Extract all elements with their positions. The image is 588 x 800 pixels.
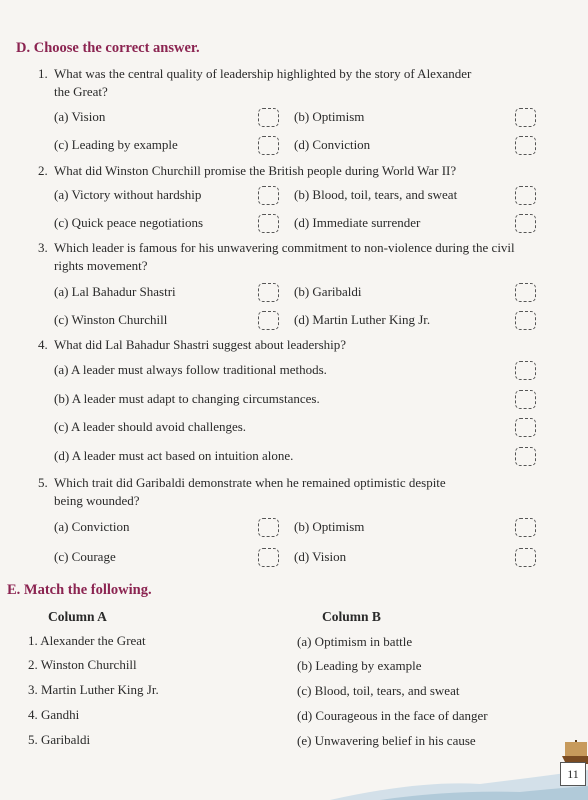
q1-answer-box-a[interactable] — [258, 108, 279, 127]
q5-answer-box-d[interactable] — [515, 548, 536, 567]
match-b-c: (c) Blood, toil, tears, and sweat — [297, 683, 460, 698]
q3-option-d: (d) Martin Luther King Jr. — [294, 312, 431, 327]
q5-option-a: (a) Conviction — [54, 519, 130, 534]
q4-answer-box-d[interactable] — [515, 447, 536, 466]
match-a-2: 2. Winston Churchill — [28, 657, 137, 672]
q2-option-d: (d) Immediate surrender — [294, 215, 421, 230]
match-b-d: (d) Courageous in the face of danger — [297, 708, 488, 723]
q4-option-d: (d) A leader must act based on intuition alone. — [54, 448, 294, 463]
q4-answer-box-c[interactable] — [515, 418, 536, 437]
q1-answer-box-b[interactable] — [515, 108, 536, 127]
q2-answer-box-d[interactable] — [515, 214, 536, 233]
q5-option-c: (c) Courage — [54, 549, 116, 564]
q4-answer-box-b[interactable] — [515, 390, 536, 409]
q2-answer-box-a[interactable] — [258, 186, 279, 205]
q5-option-b: (b) Optimism — [294, 519, 365, 534]
q1-answer-box-c[interactable] — [258, 136, 279, 155]
question-5-text: Which trait did Garibaldi demonstrate when he remained optimistic despite — [54, 475, 446, 490]
match-a-4: 4. Gandhi — [28, 707, 80, 722]
column-a-heading: Column A — [48, 609, 107, 624]
question-3-text: Which leader is famous for his unwavering commitment to non-violence during the civil — [54, 240, 515, 255]
q1-option-a: (a) Vision — [54, 109, 106, 124]
q1-option-d: (d) Conviction — [294, 137, 371, 152]
question-2-text: What did Winston Churchill promise the British people during World War II? — [54, 163, 457, 178]
q1-option-b: (b) Optimism — [294, 109, 365, 124]
q2-option-c: (c) Quick peace negotiations — [54, 215, 204, 230]
q2-answer-box-b[interactable] — [515, 186, 536, 205]
q3-option-b: (b) Garibaldi — [294, 284, 362, 299]
q5-option-d: (d) Vision — [294, 549, 347, 564]
question-5-text-line2: being wounded? — [54, 493, 140, 508]
question-3-text-line2: rights movement? — [54, 258, 148, 273]
q3-option-c: (c) Winston Churchill — [54, 312, 168, 327]
q5-answer-box-b[interactable] — [515, 518, 536, 537]
match-b-a: (a) Optimism in battle — [297, 634, 413, 649]
ship-icon — [562, 740, 588, 764]
section-d-title: D. Choose the correct answer. — [16, 40, 200, 56]
question-1-number: 1. — [38, 66, 48, 81]
column-b-heading: Column B — [322, 609, 381, 624]
q4-option-c: (c) A leader should avoid challenges. — [54, 419, 247, 434]
q1-answer-box-d[interactable] — [515, 136, 536, 155]
question-1-text: What was the central quality of leadership highlighted by the story of Alexander — [54, 66, 472, 81]
match-b-b: (b) Leading by example — [297, 658, 422, 673]
sea-illustration — [0, 740, 588, 800]
q5-answer-box-c[interactable] — [258, 548, 279, 567]
q2-option-b: (b) Blood, toil, tears, and sweat — [294, 187, 458, 202]
q4-option-b: (b) A leader must adapt to changing circumstances. — [54, 391, 320, 406]
question-5-number: 5. — [38, 475, 48, 490]
q2-option-a: (a) Victory without hardship — [54, 187, 202, 202]
q5-answer-box-a[interactable] — [258, 518, 279, 537]
match-a-3: 3. Martin Luther King Jr. — [28, 682, 159, 697]
question-4-number: 4. — [38, 337, 48, 352]
question-3-number: 3. — [38, 240, 48, 255]
q3-option-a: (a) Lal Bahadur Shastri — [54, 284, 176, 299]
q3-answer-box-d[interactable] — [515, 311, 536, 330]
page-number: 11 — [560, 762, 586, 786]
q3-answer-box-c[interactable] — [258, 311, 279, 330]
question-1-text-line2: the Great? — [54, 84, 108, 99]
match-a-1: 1. Alexander the Great — [28, 633, 146, 648]
question-4-text: What did Lal Bahadur Shastri suggest about leadership? — [54, 337, 347, 352]
q4-option-a: (a) A leader must always follow traditional methods. — [54, 362, 327, 377]
section-e-title: E. Match the following. — [7, 582, 152, 598]
question-2-number: 2. — [38, 163, 48, 178]
q4-answer-box-a[interactable] — [515, 361, 536, 380]
match-b-e: (e) Unwavering belief in his cause — [297, 733, 476, 748]
q3-answer-box-a[interactable] — [258, 283, 279, 302]
q2-answer-box-c[interactable] — [258, 214, 279, 233]
q1-option-c: (c) Leading by example — [54, 137, 178, 152]
q3-answer-box-b[interactable] — [515, 283, 536, 302]
match-a-5: 5. Garibaldi — [28, 732, 91, 747]
